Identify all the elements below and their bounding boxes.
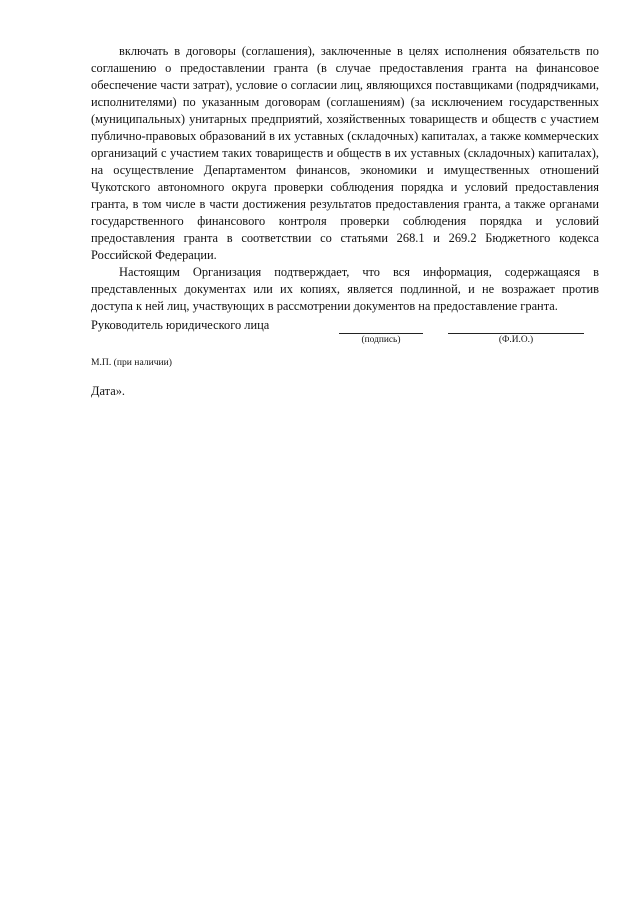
signature-line	[339, 333, 423, 334]
stamp-note: М.П. (при наличии)	[91, 357, 172, 368]
date-label: Дата».	[91, 384, 125, 398]
paragraph-contract-terms: включать в договоры (соглашения), заключенные в целях исполнения обязательств по соглашению о предоставлении гранта (в случае предоставления гранта на финансовое обеспечение части затрат), условие о согласии лиц, являющихся поставщиками (подрядчиками, исполнителями) по указанным договорам (соглашениям) (за исключением государственных (муниципальных) унитарных предприятий, хозяйственных товариществ и обществ с участием публично-правовых образований в их уставных (складочных) капиталах, а также коммерческих организаций с участием таких товариществ и обществ в их уставных (складочных) капиталах), на осуществление Департаментом финансов, экономики и имущественных отношений Чукотского автономного округа проверки соблюдения порядка и условий предоставления гранта, в том числе в части достижения результатов предоставления гранта, а также органами государственного финансового контроля проверки соблюдения порядка и условий предоставления гранта в соответствии со статьями 268.1 и 269.2 Бюджетного кодекса Российской Федерации.	[91, 44, 599, 262]
paragraph-confirmation: Настоящим Организация подтверждает, что вся информация, содержащаяся в представленных документах или их копиях, является подлинной, и не возражает против доступа к ней лиц, участвующих в рассмотрении документов на предоставление гранта.	[91, 265, 599, 313]
full-name-line	[448, 333, 584, 334]
signature-caption: (подпись)	[361, 335, 401, 345]
full-name-caption: (Ф.И.О.)	[498, 335, 534, 345]
signatory-label: Руководитель юридического лица	[91, 318, 270, 332]
document-body	[91, 43, 599, 315]
